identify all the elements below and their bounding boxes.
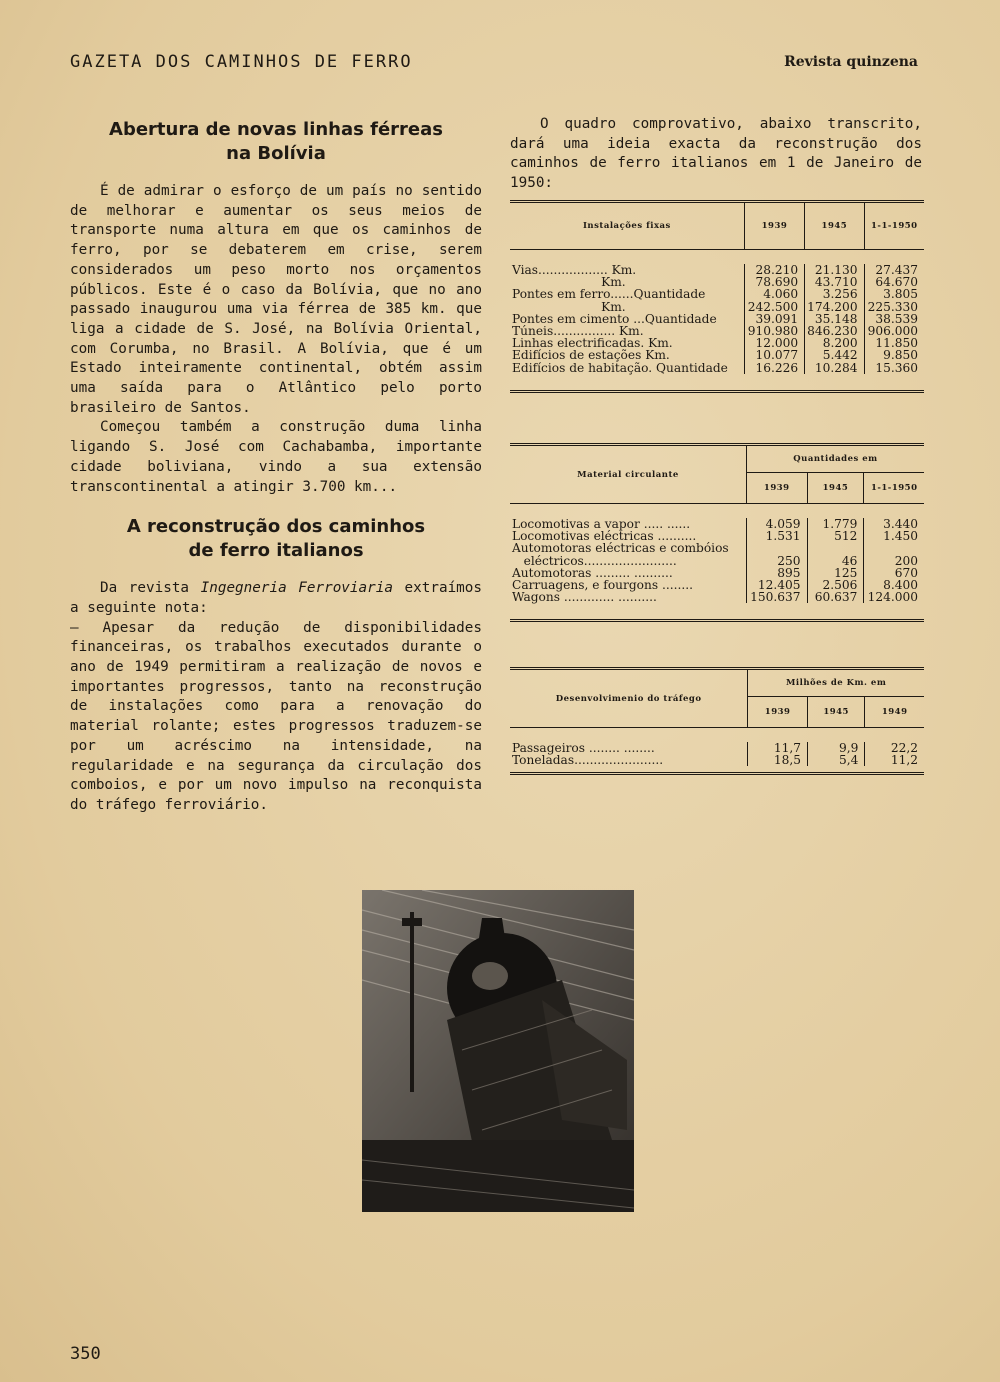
cell-v1939: 242.500 [744, 301, 804, 313]
cell-v1945: 1.779 [807, 518, 864, 530]
row-label: Wagons ............. .......... [512, 590, 657, 605]
table-row [510, 362, 924, 374]
row-label: Locomotivas a vapor ..... ...... [512, 517, 691, 531]
cell-v1949: 11,2 [865, 754, 924, 766]
row-label: Linhas electrificadas. Km. [512, 336, 673, 351]
cell-v1939: 12.405 [746, 579, 807, 591]
row-label: eléctricos........................ [512, 553, 677, 568]
cell-v1950: 670 [864, 567, 924, 579]
cell-v1950: 1.450 [864, 530, 924, 542]
row-label: Vias.................. Km. [512, 263, 637, 277]
table3-col-1939: 1939 [748, 697, 808, 728]
cell-v1945: 125 [807, 567, 864, 579]
row-label: Automotoras ......... .......... [512, 565, 673, 580]
table-row [510, 754, 924, 766]
journal-name: Ingegneria Ferroviaria [200, 580, 393, 597]
fixed-installations-table [510, 200, 924, 393]
cell-v1945: 512 [807, 530, 864, 542]
cell-v1950: 11.850 [864, 337, 924, 349]
article2-intro [70, 579, 482, 618]
table2-col-1945: 1945 [807, 473, 864, 504]
cell-v1950: 124.000 [864, 591, 924, 603]
row-label: Carruagens, e fourgons ........ [512, 578, 693, 593]
cell-v1945: 5,4 [807, 754, 864, 766]
article2-body: — Apesar da redução de disponibilidades financeiras, os trabalhos executados durante o ano de 1949 permitiram a realização de novos e importantes progressos, tanto na reconstrução de instalações como para a renovação do material rolante; estes progressos traduzem-se por um acréscimo na intensidade, na regularidade e na segurança da circulação dos comboios, e por um novo impulso na reconquista do tráfego ferroviário. [70, 619, 482, 813]
cell-v1945: 21.130 [805, 264, 864, 276]
traffic-table [510, 667, 924, 775]
row-label: Locomotivas eléctricas .......... [512, 529, 697, 544]
running-title: GAZETA DOS CAMINHOS DE FERRO [70, 52, 413, 72]
article1-title-line1: Abertura de novas linhas férreas [109, 119, 443, 140]
table2-group-header: Quantidades em [746, 445, 924, 473]
cell-v1950: 906.000 [864, 325, 924, 337]
article1-title-line2: na Bolívia [226, 143, 326, 164]
table1-header: Instalações fixas [510, 202, 744, 250]
table-row [510, 349, 924, 361]
cell-v1950 [864, 542, 924, 554]
row-label: Edifícios de habitação. Quantidade [512, 360, 728, 375]
article1-paragraph-1: É de admirar o esforço de um país no sentido de melhorar e aumentar os seus meios de transporte numa altura em que os caminhos de ferro, por se debaterem em crise, serem considerados um peso morto nos orçamentos públicos. Este é o caso da Bolívia, que no ano passado inaugurou uma via férrea de 385 km. que liga a cidade de S. José, na Bolívia Oriental, com Corumba, no Brasil. A Bolívia, que é um Estado inteiramente continental, obtém assim uma saída para o Atlântico pelo porto brasileiro de Santos. [70, 183, 482, 416]
locomotive-drawing [362, 890, 634, 1212]
cell-v1945: 46 [807, 555, 864, 567]
table3-col-1949: 1949 [865, 697, 924, 728]
cell-v1939: 150.637 [746, 591, 807, 603]
table-row [510, 542, 924, 554]
cell-v1939: 4.059 [746, 518, 807, 530]
table1-col-1950: 1-1-1950 [864, 202, 924, 250]
cell-v1939: 250 [746, 555, 807, 567]
cell-v1950: 38.539 [864, 313, 924, 325]
cell-v1950: 3.805 [864, 288, 924, 300]
table2-col-1950: 1-1-1950 [864, 473, 924, 504]
row-label: Km. [512, 299, 626, 314]
cell-v1939: 895 [746, 567, 807, 579]
steam-locomotive-illustration-icon [362, 890, 634, 1212]
row-label: Túneis................ Km. [512, 324, 644, 339]
table-row [510, 555, 924, 567]
cell-v1950: 9.850 [864, 349, 924, 361]
table1-col-1939: 1939 [744, 202, 804, 250]
article1-paragraph-2: Começou também a construção duma linha ligando S. José com Cachabamba, importante cidade boliviana, vindo a sua extensão transcontinental a atingir 3.700 km... [70, 419, 482, 495]
article2-title [70, 515, 482, 563]
cell-v1939: 1.531 [746, 530, 807, 542]
row-label: Pontes em cimento ...Quantidade [512, 311, 717, 326]
cell-v1945: 60.637 [807, 591, 864, 603]
cell-v1939: 4.060 [744, 288, 804, 300]
cell-v1949: 22,2 [865, 742, 924, 754]
article2-intro-after: extraímos a seguinte nota: [70, 580, 483, 616]
row-label: Pontes em ferro......Quantidade [512, 287, 706, 302]
cell-v1950: 200 [864, 555, 924, 567]
article2-title-line2: de ferro italianos [188, 540, 364, 562]
page-number: 350 [70, 1344, 101, 1364]
cell-v1939: 18,5 [748, 754, 808, 766]
cell-v1950: 3.440 [864, 518, 924, 530]
article2-intro-before: Da revista [100, 580, 201, 597]
cell-v1945 [807, 542, 864, 554]
cell-v1939 [746, 542, 807, 554]
cell-v1945: 846.230 [805, 325, 864, 337]
table1-col-1945: 1945 [805, 202, 864, 250]
row-label: Passageiros ........ ........ [512, 741, 655, 755]
cell-v1939: 12.000 [744, 337, 804, 349]
row-label: Km. [512, 275, 626, 290]
cell-v1950: 8.400 [864, 579, 924, 591]
cell-v1945: 5.442 [805, 349, 864, 361]
row-label: Automotoras eléctricas e combóios [512, 541, 729, 556]
cell-v1950: 64.670 [864, 276, 924, 288]
article2-title-line1: A reconstrução dos caminhos [126, 516, 426, 538]
row-label: Toneladas....................... [512, 753, 664, 768]
table-row [510, 301, 924, 313]
cell-v1939: 78.690 [744, 276, 804, 288]
table-intro: O quadro comprovativo, abaixo transcrito, dará uma ideia exacta da reconstrução dos caminhos de ferro italianos em 1 de Janeiro de 1950: [510, 116, 922, 192]
rolling-stock-table [510, 443, 924, 622]
section-label: Revista quinzena [784, 54, 918, 70]
table2-header: Material circulante [510, 445, 746, 504]
table-row [510, 288, 924, 300]
cell-v1945: 8.200 [805, 337, 864, 349]
cell-v1945: 43.710 [805, 276, 864, 288]
cell-v1950: 27.437 [864, 264, 924, 276]
table3-group-header: Milhões de Km. em [748, 669, 924, 697]
table2-col-1939: 1939 [746, 473, 807, 504]
cell-v1950: 15.360 [864, 362, 924, 374]
cell-v1950: 225.330 [864, 301, 924, 313]
cell-v1939: 10.077 [744, 349, 804, 361]
table-row [510, 591, 924, 603]
cell-v1945: 10.284 [805, 362, 864, 374]
cell-v1945: 9,9 [807, 742, 864, 754]
table3-header: Desenvolvimenio do tráfego [510, 669, 748, 728]
cell-v1939: 28.210 [744, 264, 804, 276]
article1-title [70, 118, 482, 166]
cell-v1945: 3.256 [805, 288, 864, 300]
cell-v1939: 11,7 [748, 742, 808, 754]
cell-v1939: 39.091 [744, 313, 804, 325]
cell-v1945: 2.506 [807, 579, 864, 591]
table3-col-1945: 1945 [807, 697, 864, 728]
cell-v1945: 35.148 [805, 313, 864, 325]
cell-v1945: 174.200 [805, 301, 864, 313]
cell-v1939: 910.980 [744, 325, 804, 337]
row-label: Edifícios de estações Km. [512, 348, 670, 363]
cell-v1939: 16.226 [744, 362, 804, 374]
left-column [70, 118, 482, 816]
